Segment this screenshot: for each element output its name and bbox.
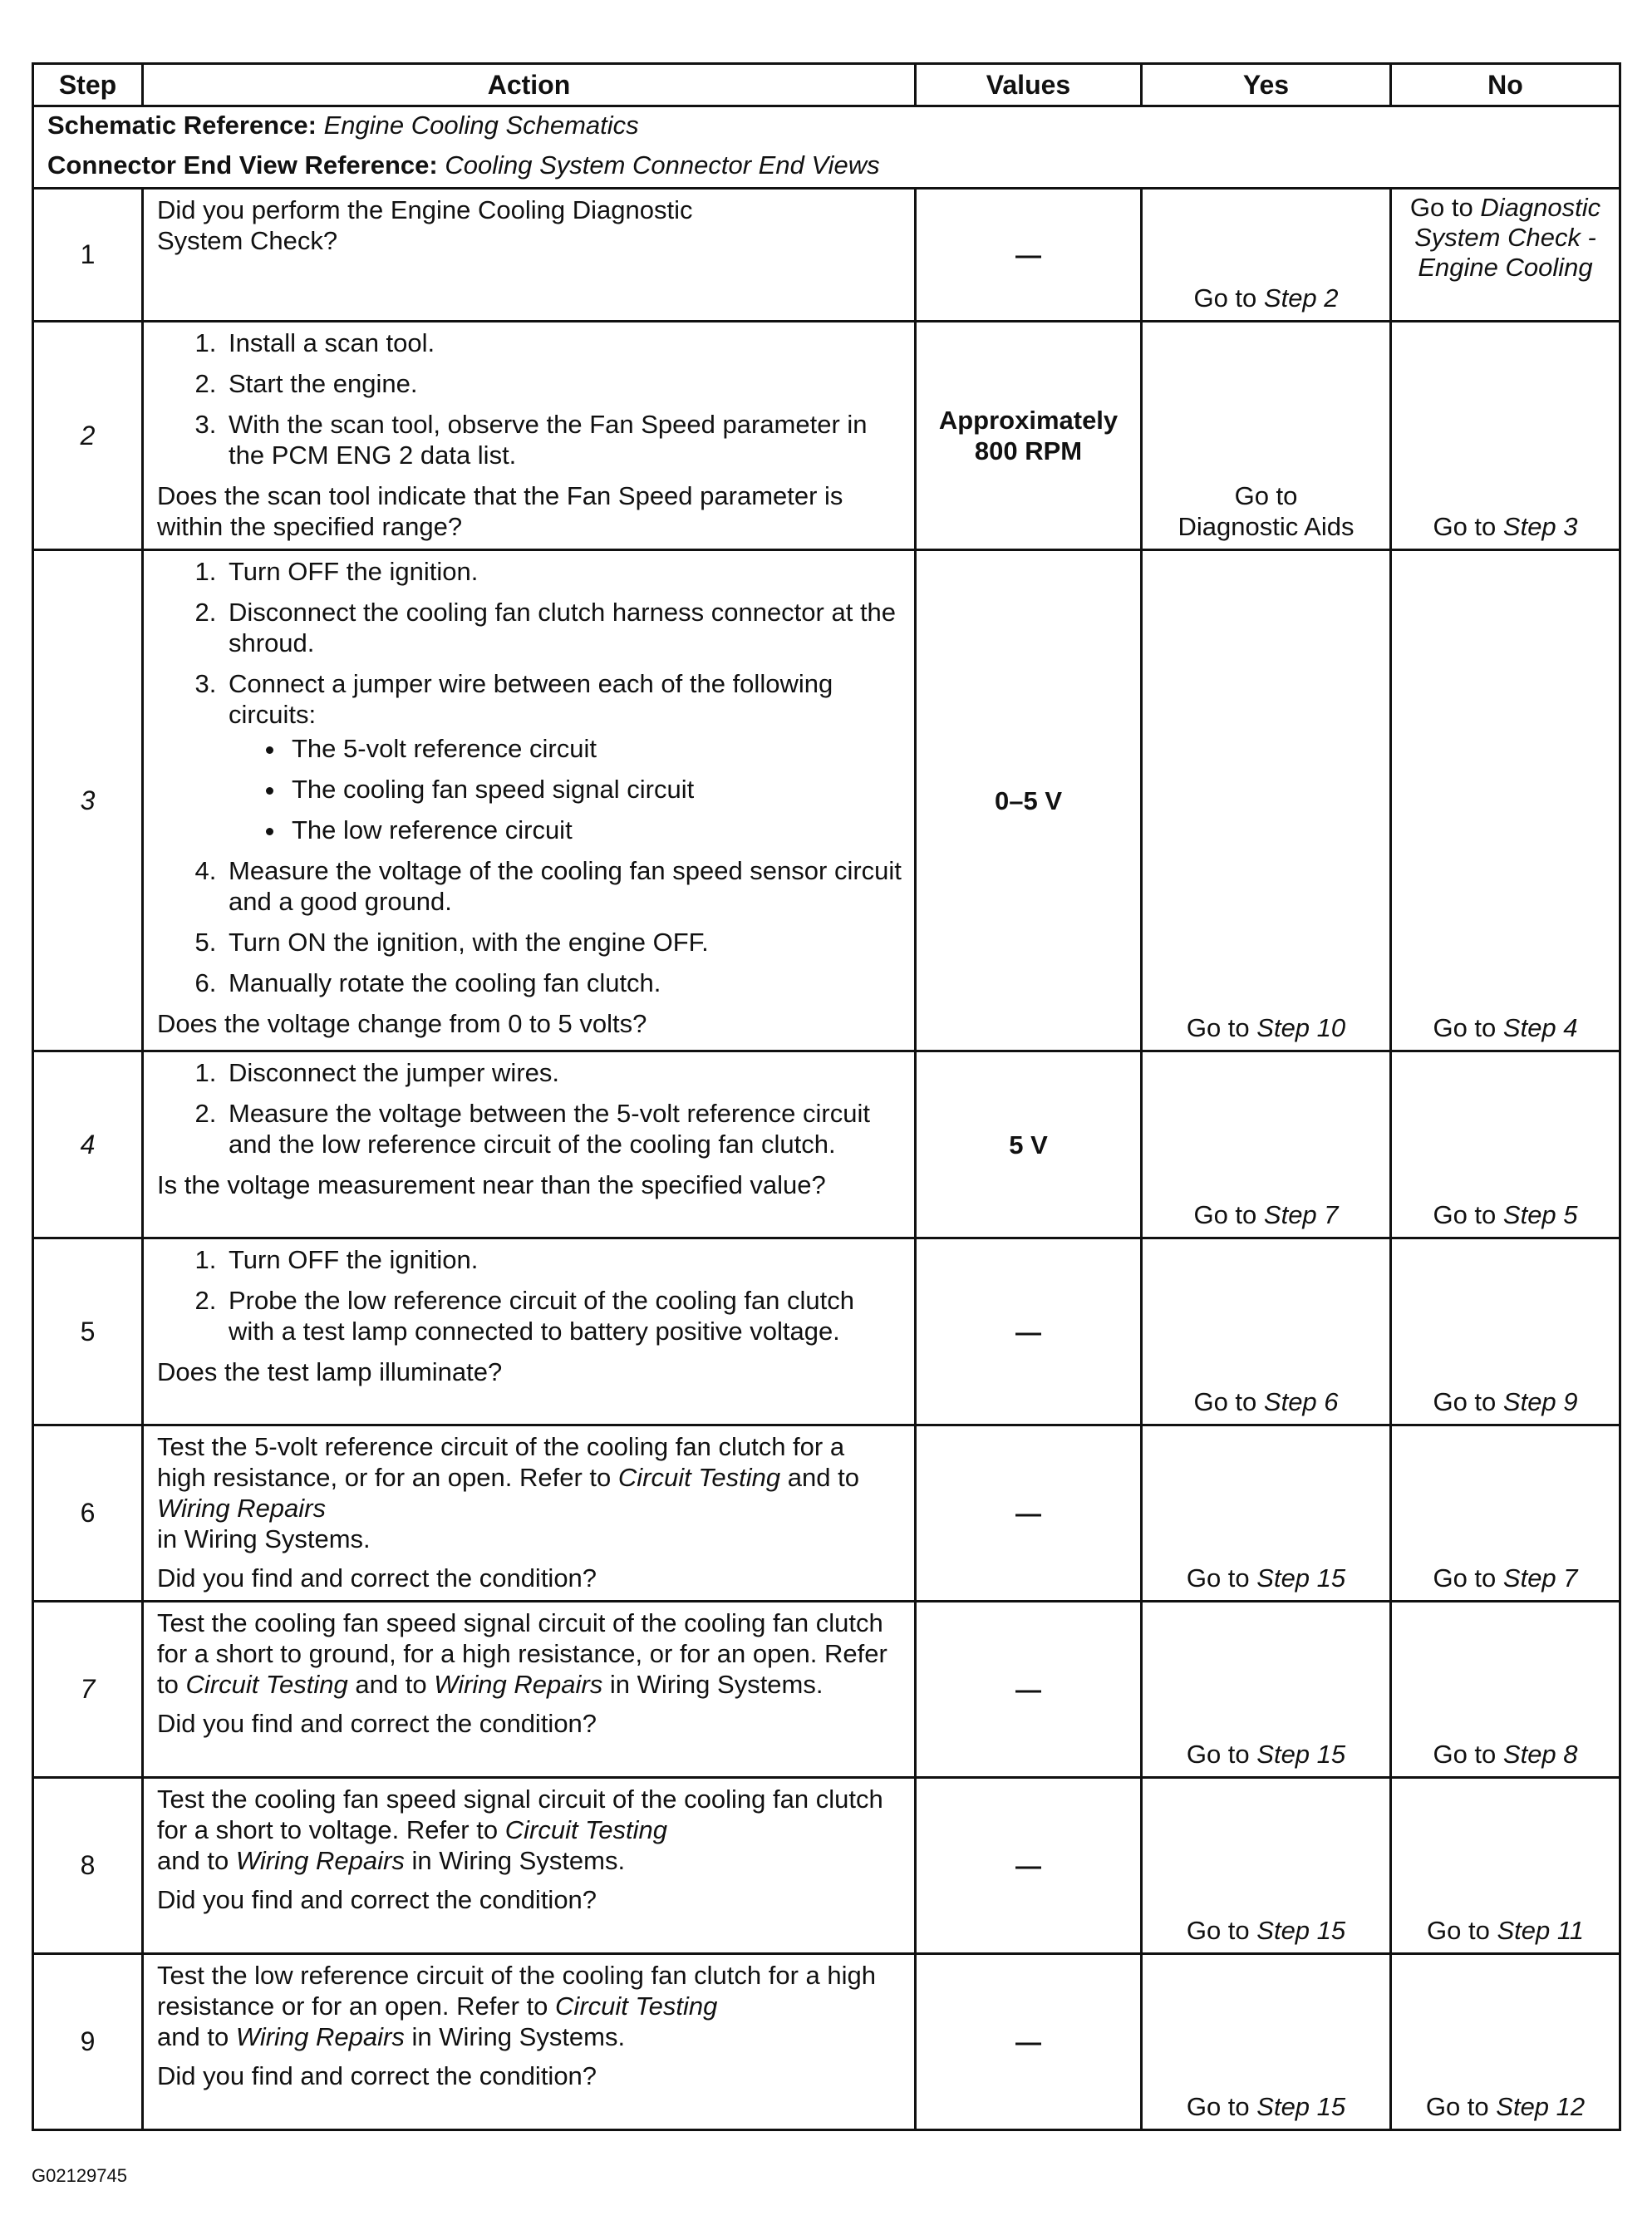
yes-prefix: Go to [1186,1740,1250,1769]
step-number: 3 [33,550,143,1051]
connector-reference-label: Connector End View Reference: [47,150,438,180]
yes-link[interactable]: Step 7 [1263,1200,1339,1229]
step-action [143,1425,916,1602]
step-value: — [916,1778,1142,1954]
step-action [143,550,916,1051]
step-action [143,322,916,550]
header-step: Step [33,64,143,106]
no-cell [1391,1238,1620,1425]
step-paragraph [157,1431,872,1554]
no-prefix: Go to [1426,1916,1490,1945]
step-value [916,322,1142,550]
yes-link[interactable]: Step 15 [1256,1916,1346,1945]
no-prefix: Go to [1409,193,1473,222]
no-prefix: Go to [1425,2092,1489,2121]
schematic-reference-label: Schematic Reference: [47,111,317,140]
bullet-item: • The 5-volt reference circuit [287,733,906,764]
para-text: Test the low reference circuit of the cooling fan clutch for a high resistance or for an open. Refer to [157,1961,877,2021]
step-action [143,1954,916,2130]
step-number: 1 [33,189,143,322]
yes-prefix: Go to [1186,1013,1250,1042]
step-item: 6. Manually rotate the cooling fan clutch. [224,967,906,998]
value-text: Approximately 800 RPM [938,406,1119,465]
step-row-5 [33,1238,1620,1425]
header-no: No [1391,64,1620,106]
yes-cell [1142,1778,1391,1954]
connector-reference-value: Cooling System Connector End Views [445,150,880,180]
step-value: — [916,1238,1142,1425]
step-action [143,1238,916,1425]
connector-reference-row [33,147,1620,189]
header-yes: Yes [1142,64,1391,106]
circuit-testing-link[interactable]: Circuit Testing [617,1463,781,1492]
diagnostic-table-container [32,62,1619,2131]
step-items [157,556,906,998]
step-number: 8 [33,1778,143,1954]
wiring-repairs-link[interactable]: Wiring Repairs [235,2022,405,2051]
step-action [143,1602,916,1778]
step-row-1 [33,189,1620,322]
no-cell [1391,1602,1620,1778]
step-question: Does the scan tool indicate that the Fan Speed parameter is within the specified range? [157,481,843,541]
no-prefix: Go to [1433,1387,1497,1416]
step-number: 4 [33,1051,143,1238]
step-row-8 [33,1778,1620,1954]
step-row-7 [33,1602,1620,1778]
step-row-2 [33,322,1620,550]
para-text: Test the cooling fan speed signal circuit of the cooling fan clutch for a short to voltage. Refer to [157,1785,883,1844]
no-prefix: Go to [1433,1013,1497,1042]
step-question: Did you find and correct the condition? [157,1885,597,1914]
figure-code: G02129745 [32,2165,127,2186]
step-action [143,1051,916,1238]
para-text: and to [355,1670,427,1699]
step-item: 1. Install a scan tool. [224,327,906,358]
step-value: — [916,1954,1142,2130]
no-cell [1391,189,1620,322]
yes-prefix: Go to [1186,2092,1250,2121]
no-link[interactable]: Step 12 [1496,2092,1586,2121]
yes-link[interactable]: Step 15 [1256,2092,1346,2121]
action-text: Did you perform the Engine Cooling Diagnostic System Check? [157,195,693,255]
para-text: and to [157,2022,229,2051]
header-values: Values [916,64,1142,106]
yes-prefix: Go to [1193,1200,1257,1229]
circuit-testing-link[interactable]: Circuit Testing [555,1991,718,2021]
step-question: Did you find and correct the condition? [157,1709,597,1738]
bullet-item: • The cooling fan speed signal circuit [287,774,906,805]
no-link[interactable]: Step 4 [1502,1013,1578,1042]
step-question: Did you find and correct the condition? [157,1563,597,1593]
yes-link[interactable]: Step 6 [1263,1387,1339,1416]
yes-link[interactable]: Diagnostic Aids [1178,512,1355,541]
circuit-bullets [229,733,906,845]
header-row [33,64,1620,106]
step-paragraph [157,1784,906,1876]
step-items [157,1244,906,1346]
no-cell [1391,1425,1620,1602]
step-number: 6 [33,1425,143,1602]
step-action [143,1778,916,1954]
no-cell [1391,1778,1620,1954]
no-prefix: Go to [1433,1563,1497,1593]
step-paragraph [157,1607,906,1700]
step-row-6 [33,1425,1620,1602]
step-row-9 [33,1954,1620,2130]
step-item-text: Connect a jumper wire between each of the following circuits: [229,669,833,729]
step-item: 2. Disconnect the cooling fan clutch harness connector at the shroud. [224,597,906,658]
yes-prefix: Go to [1186,1563,1250,1593]
no-prefix: Go to [1433,512,1497,541]
yes-prefix: Go to [1186,1916,1250,1945]
yes-cell [1142,1602,1391,1778]
step-item [224,668,906,845]
para-text: Test the 5-volt reference circuit of the cooling fan clutch for a high resistance, or for an open. Refer to [157,1432,845,1492]
schematic-reference-row [33,106,1620,148]
no-link[interactable]: Step 11 [1497,1916,1585,1945]
step-item: 2. Probe the low reference circuit of the cooling fan clutch with a test lamp connected to battery positive voltage. [224,1285,906,1346]
step-value: 5 V [916,1051,1142,1238]
step-question: Did you find and correct the condition? [157,2061,597,2090]
wiring-repairs-link[interactable]: Wiring Repairs [235,1846,405,1875]
yes-prefix: Go to [1193,283,1257,313]
no-prefix: Go to [1433,1740,1497,1769]
bullet-item: • The low reference circuit [287,815,906,845]
step-paragraph [157,1960,906,2052]
step-value: — [916,1425,1142,1602]
yes-link[interactable]: Step 15 [1256,1563,1346,1593]
para-text: and to [787,1463,859,1492]
para-text: in Wiring Systems. [157,1524,371,1553]
no-link[interactable]: Step 9 [1502,1387,1578,1416]
circuit-testing-link[interactable]: Circuit Testing [185,1670,348,1699]
yes-cell [1142,189,1391,322]
step-question: Does the voltage change from 0 to 5 volts? [157,1009,647,1038]
step-item: 1. Turn OFF the ignition. [224,1244,906,1275]
para-text: in Wiring Systems. [411,1846,626,1875]
wiring-repairs-link[interactable]: Wiring Repairs [434,1670,603,1699]
para-text: in Wiring Systems. [609,1670,824,1699]
no-cell [1391,1954,1620,2130]
step-value: — [916,1602,1142,1778]
step-row-4 [33,1051,1620,1238]
header-action: Action [143,64,916,106]
step-row-3 [33,550,1620,1051]
step-item: 1. Turn OFF the ignition. [224,556,906,587]
yes-cell [1142,1954,1391,2130]
yes-cell [1142,1238,1391,1425]
step-number: 5 [33,1238,143,1425]
step-number: 2 [33,322,143,550]
no-prefix: Go to [1433,1200,1497,1229]
step-number: 9 [33,1954,143,2130]
circuit-testing-link[interactable]: Circuit Testing [504,1815,667,1844]
step-value: 0–5 V [916,550,1142,1051]
step-item: 4. Measure the voltage of the cooling fan speed sensor circuit and a good ground. [224,855,906,917]
no-link[interactable]: Step 5 [1502,1200,1578,1229]
no-link[interactable]: Diagnostic System Check - Engine Cooling [1414,193,1601,282]
yes-prefix: Go to [1193,1387,1257,1416]
no-cell [1391,550,1620,1051]
yes-link[interactable]: Step 15 [1256,1740,1346,1769]
step-item: 5. Turn ON the ignition, with the engine OFF. [224,927,906,958]
no-link[interactable]: Step 3 [1502,512,1578,541]
step-question: Does the test lamp illuminate? [157,1357,503,1386]
para-text: Test the cooling fan speed signal circuit of the cooling fan clutch for a short to ground, for a high resistance, or for an open. Refer to [157,1608,887,1699]
step-item: 1. Disconnect the jumper wires. [224,1057,906,1088]
step-item: 2. Measure the voltage between the 5-volt reference circuit and the low reference circuit of the cooling fan clutch. [224,1098,906,1159]
yes-cell [1142,550,1391,1051]
step-action [143,189,916,322]
step-items [157,327,906,470]
yes-cell [1142,322,1391,550]
no-cell [1391,322,1620,550]
yes-link[interactable]: Step 2 [1263,283,1339,313]
step-item: 2. Start the engine. [224,368,906,399]
no-link[interactable]: Step 7 [1502,1563,1578,1593]
wiring-repairs-link[interactable]: Wiring Repairs [157,1494,326,1523]
step-value: — [916,189,1142,322]
step-item: 3. With the scan tool, observe the Fan Speed parameter in the PCM ENG 2 data list. [224,409,906,470]
step-items [157,1057,906,1159]
para-text: in Wiring Systems. [411,2022,626,2051]
yes-link[interactable]: Step 10 [1256,1013,1346,1042]
yes-cell [1142,1051,1391,1238]
yes-prefix: Go to [1234,481,1298,510]
schematic-reference-value: Engine Cooling Schematics [323,111,639,140]
para-text: and to [157,1846,229,1875]
diagnostic-table [32,62,1621,2131]
step-number: 7 [33,1602,143,1778]
no-cell [1391,1051,1620,1238]
no-link[interactable]: Step 8 [1502,1740,1578,1769]
yes-cell [1142,1425,1391,1602]
step-question: Is the voltage measurement near than the specified value? [157,1170,826,1199]
